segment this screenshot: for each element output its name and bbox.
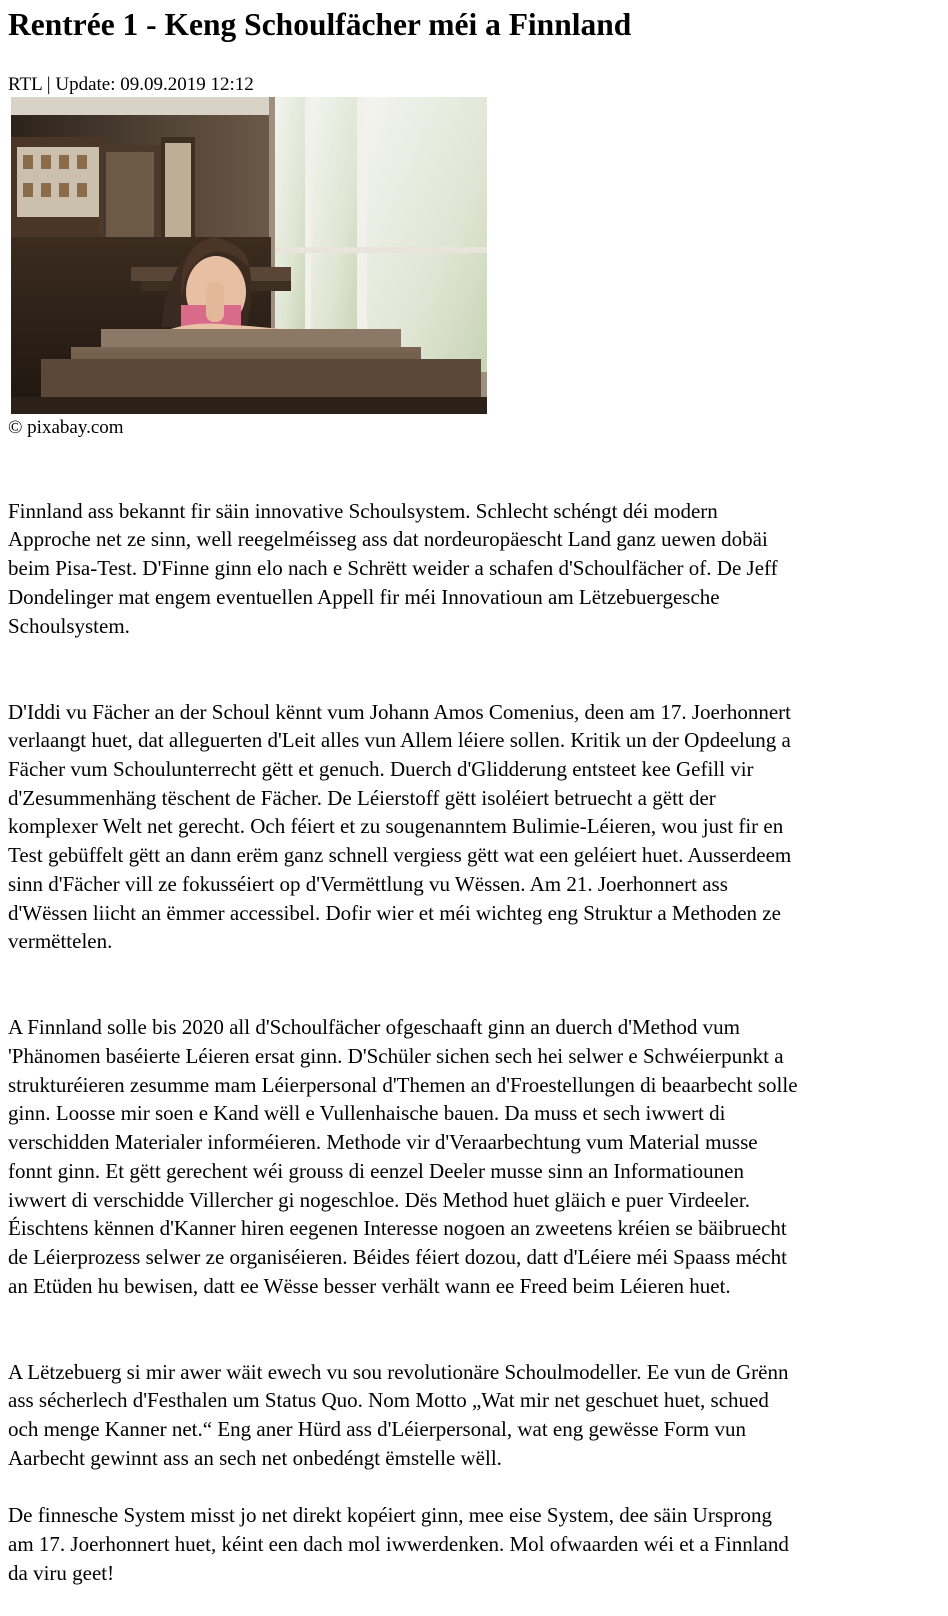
article-title: Rentrée 1 - Keng Schoulfächer méi a Finnland (8, 7, 632, 42)
article-paragraph: A Finnland solle bis 2020 all d'Schoulfächer ofgeschaaft ginn an duerch d'Method vum 'Phänomen baséierte Léieren ersat ginn. D'Schüler sichen sech hei selwer e Schwéierpunkt a strukturéieren zesumme mam Léierpersonal d'Themen an d'Froestellungen di beaarbecht solle ginn. Loosse mir soen e Kand wëll e Vullenhaische bauen. Da muss et sech iwwert di verschidden Materialer informéieren. Methode vir d'Veraarbechtung vum Material musse fonnt ginn. Et gëtt gerechent wéi grouss di eenzel Deeler musse sinn an Informatiounen iwwert di verschidde Villercher gi nogeschloe. Dës Method huet gläich e puer Virdeeler. Éischtens kënnen d'Kanner hiren eegenen Interesse nogoen an zweetens kréien se bäibruecht de Léierprozess selwer ze organiséieren. Béides féiert dozou, datt d'Léiere méi Spaass mécht an Etüden hu bewisen, datt ee Wësse besser verhält wann ee Freed beim Léieren huet. (8, 1015, 798, 1298)
classroom-girl-photo (11, 97, 487, 414)
image-credit: © pixabay.com (8, 417, 124, 438)
article-body (8, 468, 948, 1616)
article-paragraph: D'Iddi vu Fächer an der Schoul kënnt vum Johann Amos Comenius, deen am 17. Joerhonnert verlaangt huet, dat alleguerten d'Leit alles vun Allem léiere sollen. Kritik un der Opdeelung a Fächer vum Schoulunterrecht gëtt et genuch. Duerch d'Glidderung entsteet kee Gefill vir d'Zesummenhäng tëschent de Fächer. De Léierstoff gëtt isoléiert betruecht a gëtt der komplexer Welt net gerecht. Och féiert et zu sougenanntem Bulimie-Léieren, wou just fir en Test gebüffelt gëtt an dann erëm ganz schnell vergiess gëtt wat een geléiert huet. Ausserdeem sinn d'Fächer vill ze fokusséiert op d'Vermëttlung vu Wëssen. Am 21. Joerhonnert ass d'Wëssen liicht an ëmmer accessibel. Dofir wier et méi wichteg eng Struktur a Methoden ze vermëttelen. (8, 699, 792, 954)
article-paragraph: De finnesche System misst jo net direkt kopéiert ginn, mee eise System, dee säin Ursprong am 17. Joerhonnert huet, kéint een dach mol iwwerdenken. Mol ofwaarden wéi et a Finnland da viru geet! (8, 1503, 789, 1585)
article-paragraph: Finnland ass bekannt fir säin innovative Schoulsystem. Schlecht schéngt déi modern Approche net ze sinn, well reegelméisseg ass dat nordeuropäescht Land ganz uewen dobäi beim Pisa-Test. D'Finne ginn elo nach e Schrëtt weider a schafen d'Schoulfächer of. De Jeff Dondelinger mat engem eventuellen Appell fir méi Innovatioun am Lëtzebuergesche Schoulsystem. (8, 498, 778, 638)
article-paragraph: A Lëtzebuerg si mir awer wäit ewech vu sou revolutionäre Schoulmodeller. Ee vun de Grënn ass sécherlech d'Festhalen um Status Quo. Nom Motto „Wat mir net geschuet huet, schued och menge Kanner net.“ Eng aner Hürd ass d'Léierpersonal, wat eng gewësse Form vun Aarbecht gewinnt ass an sech net onbedéngt ëmstelle wëll. (8, 1359, 789, 1470)
article-meta: RTL | Update: 09.09.2019 12:12 (8, 74, 254, 95)
article-photo (11, 97, 487, 414)
